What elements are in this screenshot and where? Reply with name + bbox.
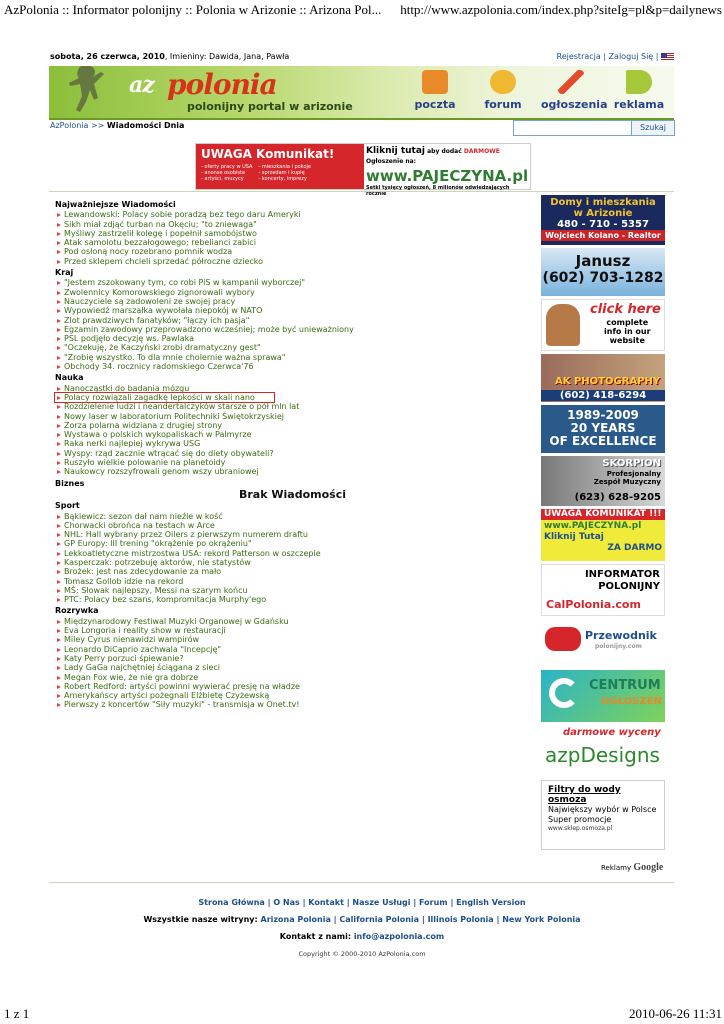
news-link[interactable]: Chorwacki obrońca na testach w Arce [55,521,530,530]
ad-text: POLONIJNY [598,581,660,592]
separator: | [330,915,340,924]
news-link[interactable]: Atak samolotu bezzałogowego; rebelianci zabici [55,238,530,247]
nav-poczta[interactable] [405,70,465,111]
ad-phone: (602) 418-6294 [541,390,665,401]
separator: | [493,915,503,924]
news-link[interactable]: Raka nerki najlepiej wykrywa USG [55,439,530,448]
ad-phone: (602) 703-1282 [542,270,664,286]
separator: | [447,898,457,907]
news-link[interactable]: Bąkiewicz: sezon dał nam nieźle w kość [55,512,530,521]
ad-text: Wojciech Kolano - Realtor [541,230,665,241]
separator: | [410,898,420,907]
ad-sidebar [541,195,667,853]
news-link[interactable]: Amerykańscy artyści pożegnali Elżbietę Czyżewską [55,691,530,700]
footer-link[interactable]: O Nas [273,898,300,907]
print-title: AzPolonia :: Informator polonijny :: Polonia w Arizonie :: Arizona Pol... [4,2,382,17]
ad-text: OF EXCELLENCE [549,434,657,448]
nameday-text: , Imieniny: Dawida, Jana, Pawła [164,52,290,61]
main-nav [405,66,675,118]
print-header [0,0,724,20]
ad-text: Janusz [575,252,631,270]
footer-label: Wszystkie nasze witryny: [143,915,258,924]
footer-link[interactable]: Kontakt [308,898,344,907]
site-banner [49,66,674,120]
ad-text: SKORPION [602,458,661,469]
ad-azp-designs[interactable] [541,725,665,777]
ad-click: Kliknij tutaj [366,146,426,156]
chat-icon [490,70,516,94]
news-link[interactable]: Sikh miał zdjąć turban na Okęciu; "to zniewaga" [55,220,530,229]
top-ad-banner[interactable] [195,143,531,197]
us-flag-icon[interactable] [661,53,674,61]
section-title: Nauka [55,373,84,383]
section-title: Najważniejsze Wiadomości [55,200,176,209]
search-input[interactable] [513,120,634,136]
pencil-icon [558,70,584,94]
separator: | [264,898,274,907]
news-link[interactable]: NHL: Hall wybrany przez Oilers z pierwszym numerem draftu [55,530,530,539]
section-title: Kraj [55,268,74,278]
mail-icon [422,70,448,94]
logo-polonia[interactable]: polonia [167,68,277,101]
news-link[interactable]: Zlot prawdziwych fanatyków; "łączy ich pasja" [55,316,530,325]
news-link[interactable]: Wyspy: rząd zacznie wtrącać się do diety obywateli? [55,449,530,458]
news-link[interactable]: Pierwszy z koncertów "Siły muzyki" - transmisja w Onet.tv! [55,700,530,709]
nav-label: reklama [613,98,665,111]
nav-ogloszenia[interactable] [541,70,608,111]
news-link[interactable]: Leonardo DiCaprio zachwala "Incepcję" [55,645,530,654]
ad-free: DARMOWE [463,148,500,155]
news-link[interactable]: Nauczyciele są zadowoleni ze swojej pracy [55,297,530,306]
nav-label: poczta [414,98,456,111]
news-link[interactable]: Wystawa o polskich wykopaliskach w Palmyrze [55,430,530,439]
nav-reklama[interactable] [609,70,669,111]
contact-email[interactable]: info@azpolonia.com [353,932,445,941]
register-link[interactable]: Rejestracja [556,52,601,61]
section-title: Biznes [55,478,85,488]
print-url: http://www.azpolonia.com/index.php?siteIg=pl&p=dailynews [400,2,722,17]
news-link[interactable]: Lewandowski: Polacy sobie poradzą bez tego daru Ameryki [55,210,530,219]
ad-pajeczyna[interactable] [541,509,665,561]
top-bar [50,52,674,64]
ad-small: Setki tysięcy ogłoszeń, 8 milionów odwiedzających rocznie [366,185,510,197]
ad-informator[interactable] [541,564,665,616]
separator: | [600,52,609,61]
ad-text: darmowe wyceny [563,727,661,738]
portrait-icon [546,304,580,346]
login-link[interactable]: Zaloguj Się [608,52,654,61]
ad-20-years[interactable] [541,405,665,453]
megaphone-icon [626,70,652,94]
news-link[interactable]: PSL podjęło decyzję ws. Pawlaka [55,334,530,343]
no-news-message: Brak Wiadomości [239,487,346,501]
news-list [55,198,530,710]
news-link[interactable]: Naukowcy rozszyfrowali genom wszy ubraniowej [55,467,530,476]
google-ad[interactable] [541,780,665,850]
separator: | [299,898,309,907]
contact-label: Kontakt z nami: [279,932,352,941]
ring-icon [549,678,579,708]
separator: | [343,898,353,907]
ad-click-here[interactable] [541,299,665,351]
footer-link[interactable]: New York Polonia [502,915,581,924]
footer-link[interactable]: English Version [456,898,526,907]
google-logo-icon: Google [633,862,664,873]
current-date: sobota, 26 czerwca, 2010 [50,52,165,61]
news-link[interactable]: Megan Fox wie, że nie gra dobrze [55,673,530,682]
ad-text: ZA DARMO [607,543,662,553]
footer-link[interactable]: Arizona Polonia [260,915,331,924]
footer-contact [0,932,724,941]
print-footer [0,1006,724,1024]
ad-ak-photography[interactable] [541,354,665,402]
statue-icon [59,62,119,118]
copyright: Copyright © 2000-2010 AzPolonia.com [298,950,426,958]
news-link[interactable]: Zorza polarna widziana z drugiej strony [55,421,530,430]
ad-click2: aby dodać [425,148,464,155]
ad-text: INFORMATOR [584,569,660,580]
news-link[interactable]: Egzamin zawodowy przeprowadzono wcześniej; może być unieważniony [55,325,530,334]
news-link[interactable]: Robert Redford: artyści powinni wywierać presję na władze [55,682,530,691]
news-link[interactable]: GP Europy: III trening "okrążenie po okrążeniu" [55,539,530,548]
logo-az[interactable]: az [129,72,154,98]
ad-click3: Ogłoszenie na: [366,158,417,165]
ad-domy[interactable] [541,195,665,245]
news-link[interactable]: Obchody 34. rocznicy radomskiego Czerwca'76 [55,362,530,371]
breadcrumb-current: Wiadomości Dnia [106,121,185,130]
news-link[interactable]: Zwolennicy Komorowskiego zignorowali wybory [55,288,530,297]
news-link[interactable]: "Jestem zszokowany tym, co robi PiS w kampanii wyborczej" [55,278,530,287]
breadcrumb-home[interactable]: AzPolonia [50,121,89,130]
footer-link[interactable]: Nasze Usługi [352,898,411,907]
news-link[interactable]: Międzynarodowy Festiwal Muzyki Organowej w Gdańsku [55,617,530,626]
separator: | [653,52,661,61]
news-link[interactable]: "Oczekuję, że Kaczyński zrobi dramatyczny gest" [55,343,530,352]
logo-tagline: polonijny portal w arizonie [187,100,353,113]
ad-col2: - mieszkania i pokoje - sprzedam i kupię - koncerty, imprezy [258,164,311,182]
section-title: Rozrywka [55,606,99,616]
ad-domain: www.PAJECZYNA.pl [366,167,529,185]
ad-centrum[interactable] [541,670,665,722]
news-link[interactable]: Myśliwy zastrzelił kolegę i popełnił samobójstwo [55,229,530,238]
google-ad-title[interactable]: Filtry do wody osmoza [548,785,621,805]
footer-link[interactable]: Illinois Polonia [427,915,494,924]
nav-forum[interactable] [473,70,533,111]
print-datetime: 2010-06-26 11:31 [628,1006,722,1021]
ad-text: Kliknij Tutaj [544,532,604,542]
news-link[interactable]: Lady GaGa najchętniej ściągana z sieci [55,663,530,672]
search-button[interactable]: Szukaj [631,120,675,136]
footer-link[interactable]: Strona Główna [198,898,265,907]
news-link[interactable]: Brożek: jest nas zdecydowanie za mało [55,567,530,576]
ad-text: CalPolonia.com [546,598,641,611]
ad-phone: (623) 628-9205 [574,492,661,503]
ad-text: UWAGA KOMUNIKAT !!! [541,509,665,520]
ad-text: info in our [604,327,651,336]
ad-text: AK PHOTOGRAPHY [555,376,661,387]
ad-text: w Arizonie [573,208,633,219]
breadcrumb [50,121,184,130]
news-link[interactable]: Nowy laser w laboratorium Politechniki Świętokrzyskiej [55,412,530,421]
ad-text: CENTRUM [589,678,661,693]
news-link[interactable]: Wypowiedź marszałka wywołała niepokój w NATO [55,306,530,315]
google-ad-url[interactable]: www.sklep.osmoza.pl [548,825,613,832]
ad-text: OGŁOSZEŃ [601,696,662,707]
section-title: Sport [55,501,80,511]
ads-label: Reklamy [601,864,632,872]
news-link[interactable]: Nanocząstki do badania mózgu [55,384,530,393]
news-link[interactable]: Miley Cyrus nienawidzi wampirów [55,635,530,644]
news-link[interactable]: Katy Perry porzuci śpiewanie? [55,654,530,663]
news-link[interactable]: "Zrobię wszystko. To dla mnie cholernie ważna sprawa" [55,353,530,362]
ad-text: Profesjonalny [606,470,661,478]
nav-label: ogłoszenia [541,98,608,111]
breadcrumb-sep: >> [88,121,107,130]
ad-przewodnik[interactable] [541,619,665,667]
ad-text: Przewodnik [585,629,657,642]
ad-text: click here [590,302,661,317]
ad-text: 1989-2009 [567,408,639,422]
news-link[interactable]: PTC: Polacy bez szans, kompromitacja Murphy'ego [55,595,530,604]
ad-text: polonijny.com [595,643,642,650]
news-link[interactable]: MŚ: Słowak najlepszy, Messi na szarym końcu [55,586,530,595]
ad-text: www.PAJECZYNA.pl [544,521,642,531]
news-link[interactable]: Lekkoatletyczne mistrzostwa USA: rekord Patterson w oszczepie [55,549,530,558]
footer-link[interactable]: California Polonia [339,915,420,924]
footer-nav [0,898,724,907]
news-link[interactable]: Kasperczak: potrzebuję aktorów, nie statystów [55,558,530,567]
pp-logo-icon [545,627,581,651]
footer-divider [49,882,674,883]
footer-sites [0,915,724,924]
ad-text: Zespół Muzyczny [593,478,661,486]
news-link[interactable]: Przed sklepem chcieli sprzedać półroczne dziecko [55,257,530,266]
nav-label: forum [484,98,522,111]
ad-janusz[interactable] [541,248,665,296]
ad-title: UWAGA Komunikat! [201,147,335,161]
ad-phone: 480 - 710 - 5357 [557,219,649,230]
news-link[interactable]: Pod osłoną nocy rozebrano pomnik wodza [55,247,530,256]
ad-col1: - oferty pracy w USA - anonse osobiste - artyści, muzycy [201,164,253,182]
ad-text: Domy i mieszkania [550,197,656,208]
news-link[interactable]: Polacy rozwiązali zagadkę lepkości w skali nano [55,393,274,402]
ad-text: azpDesigns [545,743,660,767]
ad-text: complete [606,318,649,327]
news-link[interactable]: Tomasz Gollob idzie na rekord [55,577,530,586]
news-link[interactable]: Ruszyło wielkie polowanie na planetoidy [55,458,530,467]
ad-text: website [609,336,645,345]
news-link[interactable]: Rozdzielenie ludzi i neandertalczyków starsze o pół mln lat [55,402,530,411]
google-ad-body: Największy wybór w Polsce Super promocje [548,805,657,824]
footer-link[interactable]: Forum [419,898,448,907]
ads-by-google[interactable] [601,862,663,873]
news-link[interactable]: Eva Longoria i reality show w restauracji [55,626,530,635]
ad-text: 20 YEARS [570,421,636,435]
separator: | [419,915,428,924]
ad-skorpion[interactable] [541,456,665,506]
print-page: 1 z 1 [4,1006,30,1021]
